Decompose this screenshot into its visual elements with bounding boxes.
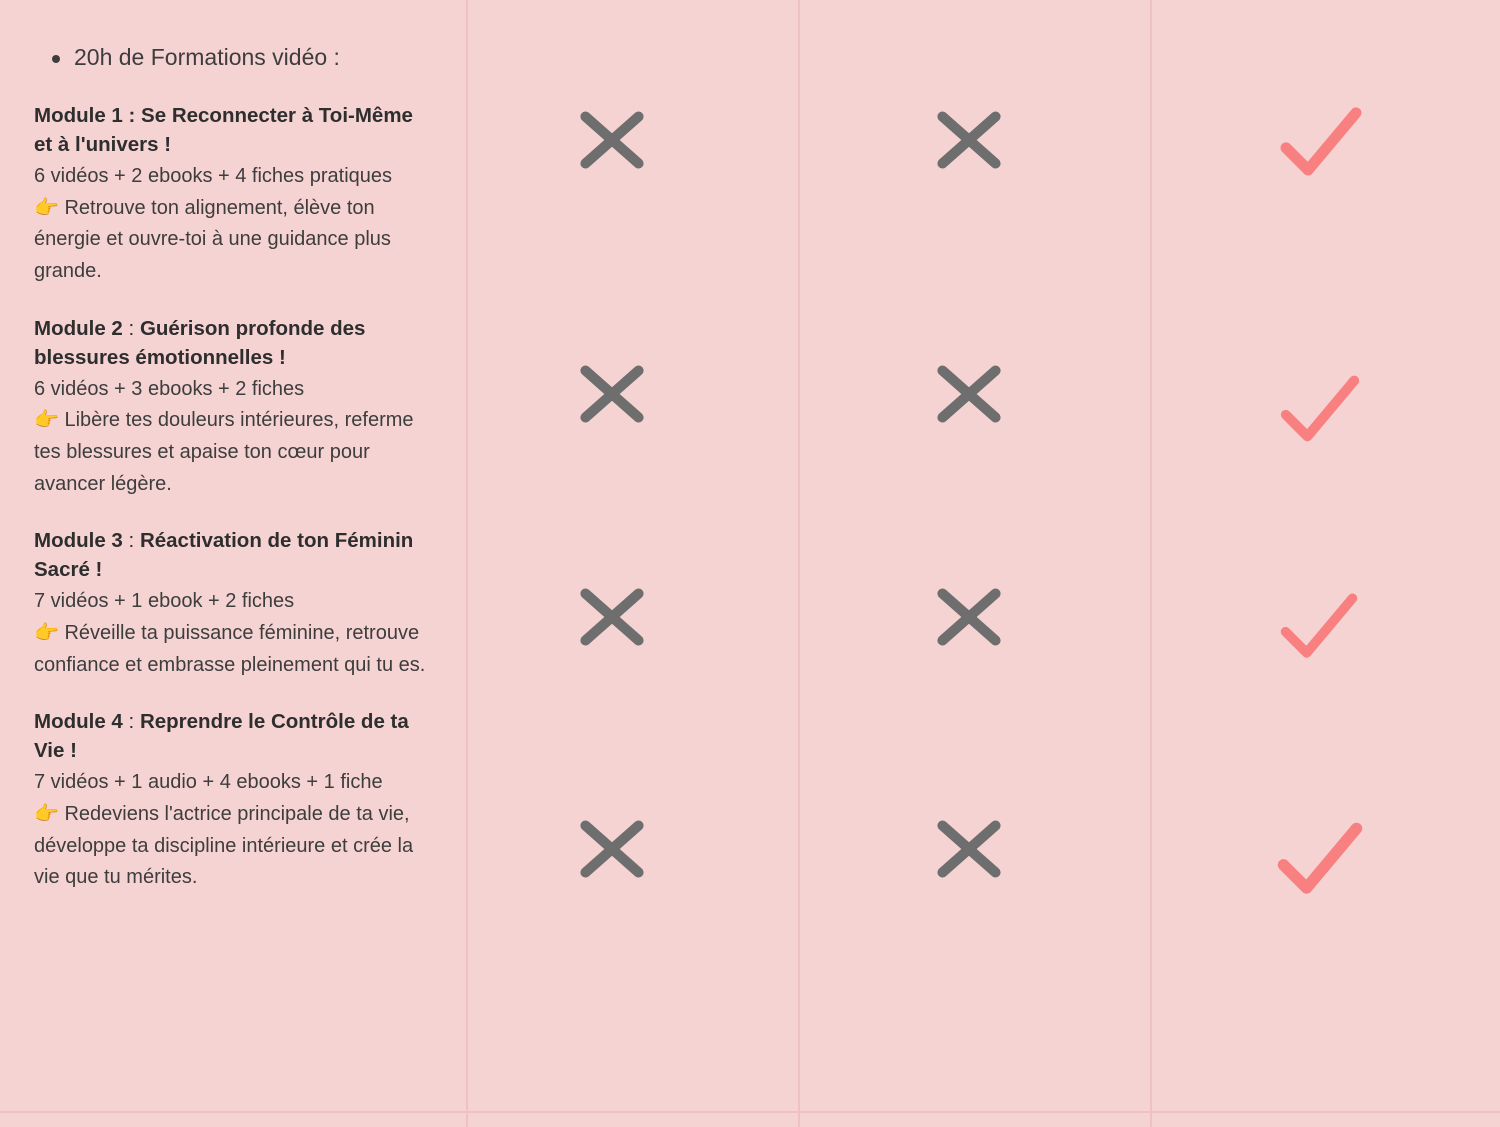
header-bullet-row (52, 42, 432, 73)
module-title-separator: : (122, 710, 140, 734)
features-column (0, 0, 466, 1127)
cross-icon (930, 355, 1008, 433)
module-item (34, 101, 432, 288)
cross-icon (930, 810, 1008, 888)
column-divider-2 (798, 0, 800, 1127)
module-title (34, 707, 432, 765)
module-title-prefix: Module 3 (34, 529, 123, 553)
bullet-dot-icon (52, 55, 60, 63)
module-contents: 6 vidéos + 3 ebooks + 2 fiches (34, 377, 305, 400)
module-benefit: 👉 Redeviens l'actrice principale de ta vie, développe ta discipline intérieure et crée la vie que tu mérites. (34, 803, 414, 889)
check-icon (1275, 586, 1363, 674)
cross-icon (573, 810, 651, 888)
cross-icon (573, 578, 651, 656)
module-title-prefix: Module 4 (34, 710, 123, 734)
cross-icon (930, 101, 1008, 179)
module-benefit: 👉 Libère tes douleurs intérieures, referme tes blessures et apaise ton cœur pour avancer légère. (34, 409, 414, 495)
cross-icon (573, 101, 651, 179)
cross-icon (573, 355, 651, 433)
cross-icon (930, 578, 1008, 656)
check-icon (1275, 100, 1367, 192)
module-title (34, 314, 432, 372)
module-title-separator: : (122, 529, 140, 553)
module-contents: 7 vidéos + 1 audio + 4 ebooks + 1 fiche (34, 771, 383, 794)
module-item (34, 314, 432, 501)
module-title (34, 526, 432, 584)
column-divider-3 (1150, 0, 1152, 1127)
check-icon (1272, 815, 1368, 911)
header-bullet-label: 20h de Formations vidéo : (74, 44, 340, 70)
column-divider-1 (466, 0, 468, 1127)
module-title-prefix: Module 2 (34, 316, 123, 340)
module-title: Module 1 : Se Reconnecter à Toi-Même et à l'univers ! (34, 104, 413, 157)
check-icon (1275, 368, 1365, 458)
module-item (34, 526, 432, 681)
module-benefit: 👉 Retrouve ton alignement, élève ton énergie et ouvre-toi à une guidance plus grande. (34, 196, 391, 283)
module-title-separator: : (122, 316, 140, 340)
module-contents: 7 vidéos + 1 ebook + 2 fiches (34, 590, 295, 613)
module-benefit: 👉 Réveille ta puissance féminine, retrouve confiance et embrasse pleinement qui tu es. (34, 622, 426, 676)
module-title-rest: Guérison profonde des blessures émotionnelles ! (34, 316, 366, 369)
module-contents: 6 vidéos + 2 ebooks + 4 fiches pratiques (34, 165, 393, 188)
module-title-rest: Réactivation de ton Féminin Sacré ! (34, 529, 414, 582)
module-title-rest: Reprendre le Contrôle de ta Vie ! (34, 710, 409, 763)
module-item (34, 707, 432, 894)
